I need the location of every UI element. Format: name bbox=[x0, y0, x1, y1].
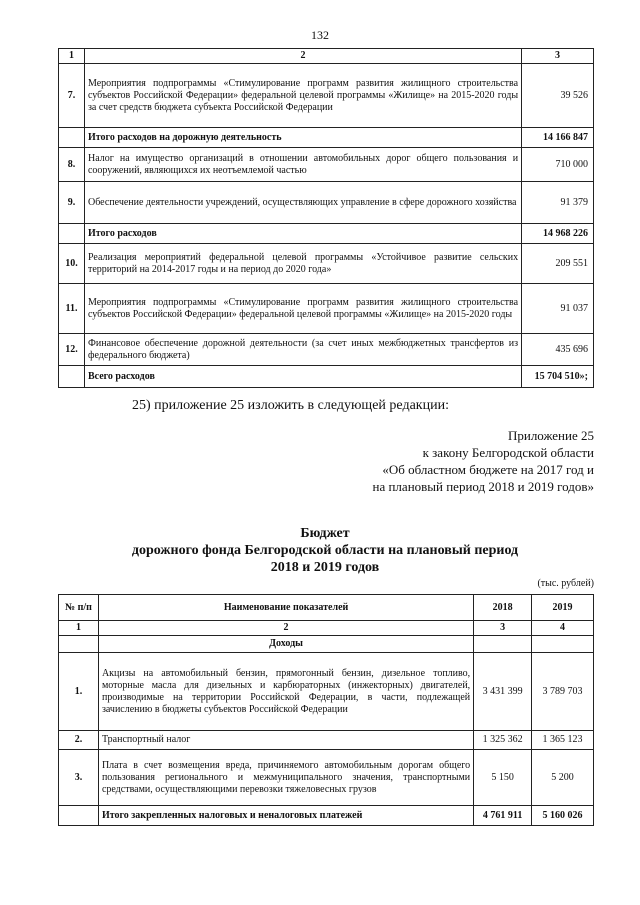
row-value-2019: 5 200 bbox=[532, 750, 594, 806]
header-2018: 2018 bbox=[474, 595, 532, 621]
row-value: 435 696 bbox=[522, 334, 594, 366]
table-row bbox=[59, 244, 594, 284]
row-text: Реализация мероприятий федеральной целевой программы «Устойчивое развитие сельских территорий на 2014-2017 годы и на период до 2020 года» bbox=[84, 244, 521, 284]
appendix-line: к закону Белгородской области bbox=[422, 445, 594, 460]
amendment-item-25: 25) приложение 25 изложить в следующей редакции: bbox=[132, 398, 449, 413]
row-number: 1. bbox=[59, 653, 99, 731]
row-number: 9. bbox=[59, 182, 85, 224]
table-row bbox=[59, 366, 594, 388]
row-value: 14 166 847 bbox=[522, 128, 594, 148]
row-value: 710 000 bbox=[522, 148, 594, 182]
row-text: Мероприятия подпрограммы «Стимулирование программ развития жилищного строительства субъектов Российской Федерации» федеральной целевой программы «Жилище» на 2015-2020 годы bbox=[84, 284, 521, 334]
table-header-row bbox=[59, 595, 594, 621]
index-cell: 2 bbox=[98, 621, 473, 636]
row-number: 3. bbox=[59, 750, 99, 806]
header-2019: 2019 bbox=[532, 595, 594, 621]
table-row bbox=[59, 284, 594, 334]
row-value-2018: 3 431 399 bbox=[474, 653, 532, 731]
title-line: дорожного фонда Белгородской области на плановый период bbox=[131, 543, 519, 558]
appendix-line: Приложение 25 bbox=[507, 428, 594, 443]
row-text: Акцизы на автомобильный бензин, прямогонный бензин, дизельное топливо, моторные масла для дизельных и карбюраторных (инжекторных) двигателей, производимые на территории Российской Федерации, в части, подлежащей зачислению в бюджеты субъектов Российской Федерации bbox=[98, 653, 473, 731]
row-value: 91 037 bbox=[522, 284, 594, 334]
appendix-line: на плановый период 2018 и 2019 годов» bbox=[372, 479, 594, 494]
row-number: 11. bbox=[59, 284, 85, 334]
table-row bbox=[59, 64, 594, 128]
document-title bbox=[60, 525, 590, 576]
row-text: Финансовое обеспечение дорожной деятельности (за счет иных межбюджетных трансфертов из федерального бюджета) bbox=[84, 334, 521, 366]
row-value-2019: 1 365 123 bbox=[532, 731, 594, 750]
row-number bbox=[59, 806, 99, 826]
index-cell: 1 bbox=[59, 621, 99, 636]
row-text: Мероприятия подпрограммы «Стимулирование программ развития жилищного строительства субъектов Российской Федерации» федеральной целевой программы «Жилище» на 2015-2020 годы за счет средств бюджета субъекта Российской Федерации bbox=[84, 64, 521, 128]
table-row bbox=[59, 148, 594, 182]
header-col-3: 3 bbox=[522, 49, 594, 64]
header-col-2: 2 bbox=[84, 49, 521, 64]
row-number: 7. bbox=[59, 64, 85, 128]
table-header-row bbox=[59, 49, 594, 64]
row-number: 2. bbox=[59, 731, 99, 750]
table-row bbox=[59, 334, 594, 366]
row-text: Налог на имущество организаций в отношении автомобильных дорог общего пользования и сооружений, являющихся их неотъемлемой частью bbox=[84, 148, 521, 182]
row-value-2018: 1 325 362 bbox=[474, 731, 532, 750]
index-cell: 3 bbox=[474, 621, 532, 636]
row-value-2019: 3 789 703 bbox=[532, 653, 594, 731]
row-value: 209 551 bbox=[522, 244, 594, 284]
expenses-table bbox=[58, 48, 594, 388]
table-row bbox=[59, 128, 594, 148]
row-number: 8. bbox=[59, 148, 85, 182]
row-value-2018: 5 150 bbox=[474, 750, 532, 806]
title-line: Бюджет bbox=[300, 526, 350, 541]
road-fund-table bbox=[58, 594, 594, 826]
header-col-1: 1 bbox=[59, 49, 85, 64]
table-index-row bbox=[59, 621, 594, 636]
index-cell: 4 bbox=[532, 621, 594, 636]
row-text: Транспортный налог bbox=[98, 731, 473, 750]
header-name: Наименование показателей bbox=[98, 595, 473, 621]
table-row bbox=[59, 750, 594, 806]
table-row bbox=[59, 224, 594, 244]
table-row bbox=[59, 653, 594, 731]
row-text: Всего расходов bbox=[84, 366, 521, 388]
page-number: 132 bbox=[311, 28, 329, 42]
section-row bbox=[59, 636, 594, 653]
table-row bbox=[59, 182, 594, 224]
row-number bbox=[59, 128, 85, 148]
header-num: № п/п bbox=[59, 595, 99, 621]
appendix-caption bbox=[373, 427, 595, 495]
row-number: 10. bbox=[59, 244, 85, 284]
row-value: 14 968 226 bbox=[522, 224, 594, 244]
row-text: Обеспечение деятельности учреждений, осуществляющих управление в сфере дорожного хозяйства bbox=[84, 182, 521, 224]
row-value: 39 526 bbox=[522, 64, 594, 128]
row-value: 15 704 510»; bbox=[522, 366, 594, 388]
row-text: Плата в счет возмещения вреда, причиняемого автомобильным дорогам общего пользования регионального и межмуниципального значения, транспортными средствами, осуществляющими перевозки тяжеловесных грузов bbox=[98, 750, 473, 806]
row-text: Итого расходов bbox=[84, 224, 521, 244]
title-line: 2018 и 2019 годов bbox=[270, 560, 380, 575]
row-number bbox=[59, 224, 85, 244]
row-value-2019: 5 160 026 bbox=[532, 806, 594, 826]
appendix-line: «Об областном бюджете на 2017 год и bbox=[382, 462, 594, 477]
row-number: 12. bbox=[59, 334, 85, 366]
row-number bbox=[59, 366, 85, 388]
row-text: Итого расходов на дорожную деятельность bbox=[84, 128, 521, 148]
section-label: Доходы bbox=[98, 636, 473, 653]
table-row bbox=[59, 731, 594, 750]
units-label: (тыс. рублей) bbox=[537, 578, 594, 589]
row-value-2018: 4 761 911 bbox=[474, 806, 532, 826]
row-text: Итого закрепленных налоговых и неналоговых платежей bbox=[98, 806, 473, 826]
table-row bbox=[59, 806, 594, 826]
row-value: 91 379 bbox=[522, 182, 594, 224]
